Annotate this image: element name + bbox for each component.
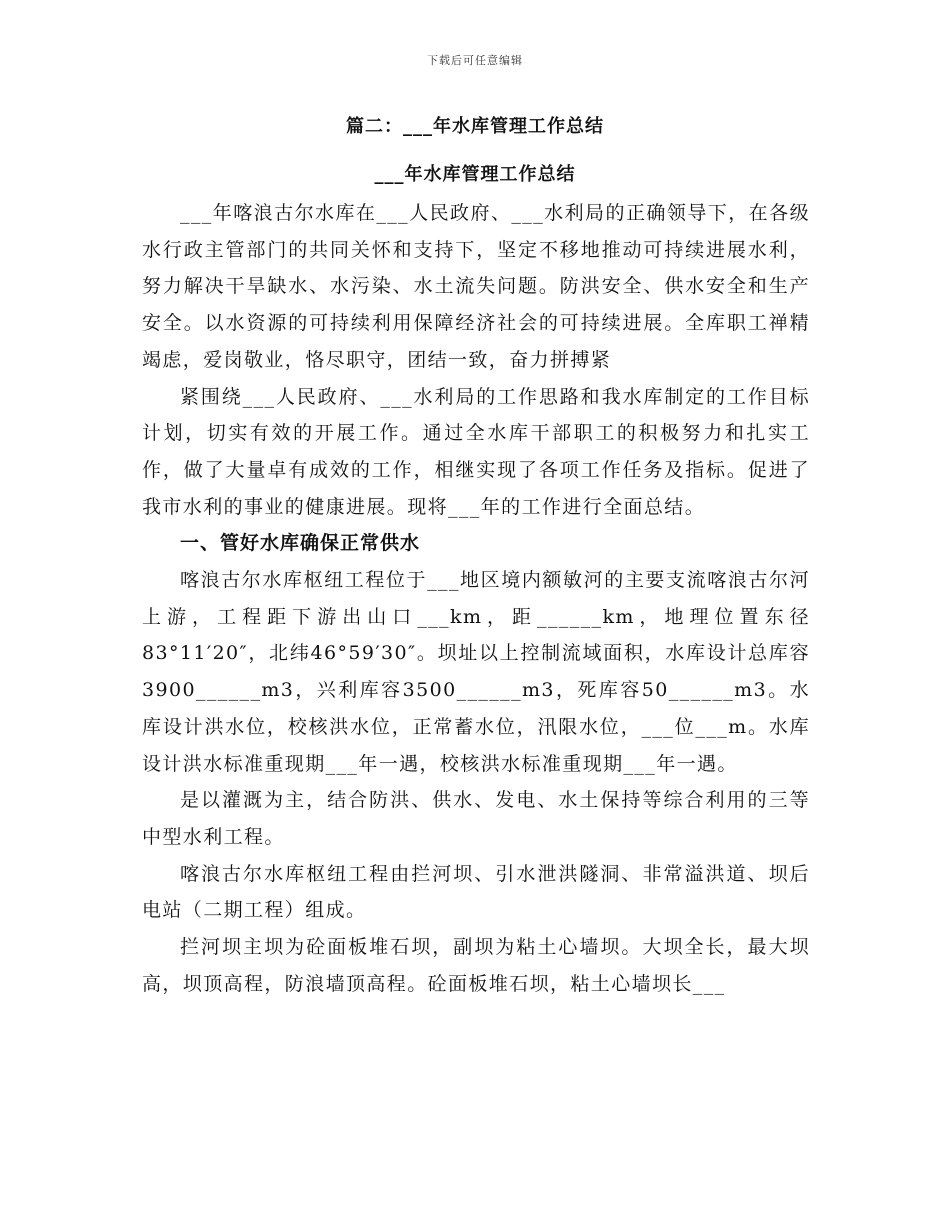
section-heading: 一、管好水库确保正常供水 <box>180 532 421 555</box>
document-body <box>142 195 810 1002</box>
document-title: 篇二：___年水库管理工作总结 <box>346 116 604 137</box>
paragraph-location: 喀浪古尔水库枢纽工程位于___地区境内额敏河的主要支流喀浪古尔河上游，工程距下游出山口___km，距______km，地理位置东径83°11′20″，北纬46°59′30″。坝址以上控制流域面积，水库设计总库容3900______m3，兴利库容3500______m3，死库容50______m3。水库设计洪水位，校核洪水位，正常蓄水位，汛限水位，___位___m。水库设计洪水标准重现期___年一遇，校核洪水标准重现期___年一遇。 <box>142 569 810 775</box>
paragraph-goals: 紧围绕___人民政府、___水利局的工作思路和我水库制定的工作目标计划，切实有效的开展工作。通过全水库干部职工的积极努力和扎实工作，做了大量卓有成效的工作，相继实现了各项工作任务及指标。促进了我市水利的事业的健康进展。现将___年的工作进行全面总结。 <box>142 385 810 518</box>
document-subtitle: ___年水库管理工作总结 <box>374 164 576 185</box>
page-header: 下载后可任意编辑 <box>427 54 523 67</box>
paragraph-purpose: 是以灌溉为主，结合防洪、供水、发电、水土保持等综合利用的三等中型水利工程。 <box>142 789 810 848</box>
paragraph-dam: 拦河坝主坝为砼面板堆石坝，副坝为粘土心墙坝。大坝全长，最大坝高，坝顶高程，防浪墙顶高程。砼面板堆石坝，粘土心墙坝长___ <box>142 936 810 995</box>
paragraph-intro: ___年喀浪古尔水库在___人民政府、___水利局的正确领导下，在各级水行政主管部门的共同关怀和支持下，坚定不移地推动可持续进展水利，努力解决干旱缺水、水污染、水土流失问题。防洪安全、供水安全和生产安全。以水资源的可持续利用保障经济社会的可持续进展。全库职工禅精竭虑，爱岗敬业，恪尽职守，团结一致，奋力拼搏紧 <box>142 202 810 371</box>
paragraph-components: 喀浪古尔水库枢纽工程由拦河坝、引水泄洪隧洞、非常溢洪道、坝后电站（二期工程）组成。 <box>142 862 810 922</box>
